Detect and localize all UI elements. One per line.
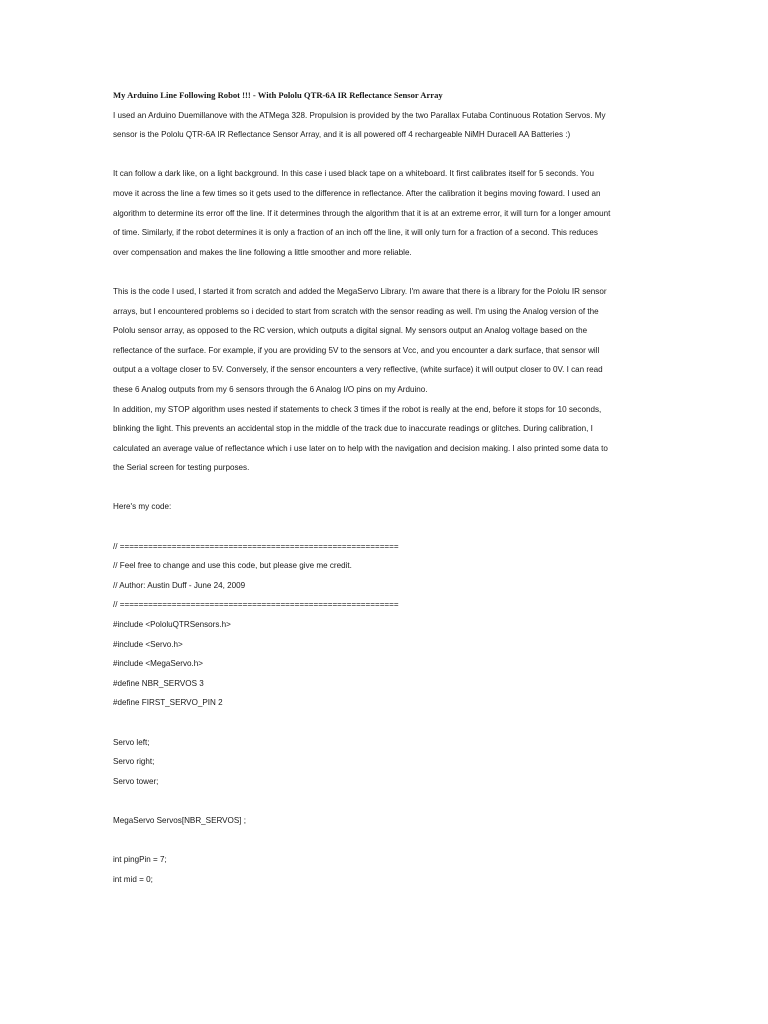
paragraph-line: In addition, my STOP algorithm uses nested if statements to check 3 times if the robot is really at the end, before it stops for 10 seconds, <box>113 404 602 414</box>
code-line: Servo tower; <box>113 776 159 786</box>
paragraph-line: It can follow a dark like, on a light background. In this case i used black tape on a whiteboard. It first calibrates itself for 5 seconds. You <box>113 169 594 179</box>
paragraph-line: of time. Similarly, if the robot determines it is only a fraction of an inch off the line, it will only turn for a fraction of a second. This reduces <box>113 228 598 238</box>
document-body <box>113 86 658 889</box>
paragraph-line: move it across the line a few times so it gets used to the difference in reflectance. After the calibration it begins moving foward. I used an <box>113 188 601 198</box>
paragraph-line: reflectance of the surface. For example, if you are providing 5V to the sensors at Vcc, and you encounter a dark surface, that sensor will <box>113 345 600 355</box>
code-line: int pingPin = 7; <box>113 855 167 865</box>
code-line: // Author: Austin Duff - June 24, 2009 <box>113 580 246 590</box>
document-title: My Arduino Line Following Robot !!! - With Pololu QTR-6A IR Reflectance Sensor Array <box>113 90 443 100</box>
paragraph-line: these 6 Analog outputs from my 6 sensors through the 6 Analog I/O pins on my Arduino. <box>113 384 428 394</box>
paragraph-line: Pololu sensor array, as opposed to the RC version, which outputs a digital signal. My sensors output an Analog voltage based on the <box>113 326 588 336</box>
code-line: Servo right; <box>113 757 155 767</box>
paragraph-line: calculated an average value of reflectance which i use later on to help with the navigation and decision making. I also printed some data to <box>113 443 608 453</box>
code-line: MegaServo Servos[NBR_SERVOS] ; <box>113 815 247 825</box>
code-line: #define NBR_SERVOS 3 <box>113 678 204 688</box>
paragraph-line: output a a voltage closer to 5V. Conversely, if the sensor encounters a very reflective, (white surface) it will output closer to 0V. I can read <box>113 365 603 375</box>
paragraph-line: arrays, but I encountered problems so i decided to start from scratch with the sensor reading as well. I'm using the Analog version of the <box>113 306 599 316</box>
paragraph-line: This is the code I used, I started it from scratch and added the MegaServo Library. I'm aware that there is a library for the Pololu IR sensor <box>113 286 607 296</box>
code-block <box>113 537 658 890</box>
paragraph-line: over compensation and makes the line following a little smoother and more reliable. <box>113 247 412 257</box>
code-line: // =========================================================== <box>113 600 399 610</box>
code-line: int mid = 0; <box>113 874 153 884</box>
code-line: Servo left; <box>113 737 150 747</box>
paragraph-line: the Serial screen for testing purposes. <box>113 463 250 473</box>
code-line: #include <Servo.h> <box>113 639 183 649</box>
code-line: // Feel free to change and use this code, but please give me credit. <box>113 561 352 571</box>
code-line: #define FIRST_SERVO_PIN 2 <box>113 698 223 708</box>
paragraph-line: algorithm to determine its error off the line. If it determines through the algorithm that it is at an extreme error, it will turn for a longer amount <box>113 208 611 218</box>
paragraph-line: blinking the light. This prevents an accidental stop in the middle of the track due to inaccurate readings or glitches. During calibration, I <box>113 424 593 434</box>
code-line: #include <MegaServo.h> <box>113 659 203 669</box>
intro-line: sensor is the Pololu QTR-6A IR Reflectance Sensor Array, and it is all powered off 4 rechargeable NiMH Duracell AA Batteries :) <box>113 130 571 140</box>
intro-line: I used an Arduino Duemillanove with the ATMega 328. Propulsion is provided by the two Parallax Futaba Continuous Rotation Servos. My <box>113 110 606 120</box>
code-intro: Here's my code: <box>113 502 172 512</box>
code-line: // =========================================================== <box>113 541 399 551</box>
code-line: #include <PololuQTRSensors.h> <box>113 620 231 630</box>
